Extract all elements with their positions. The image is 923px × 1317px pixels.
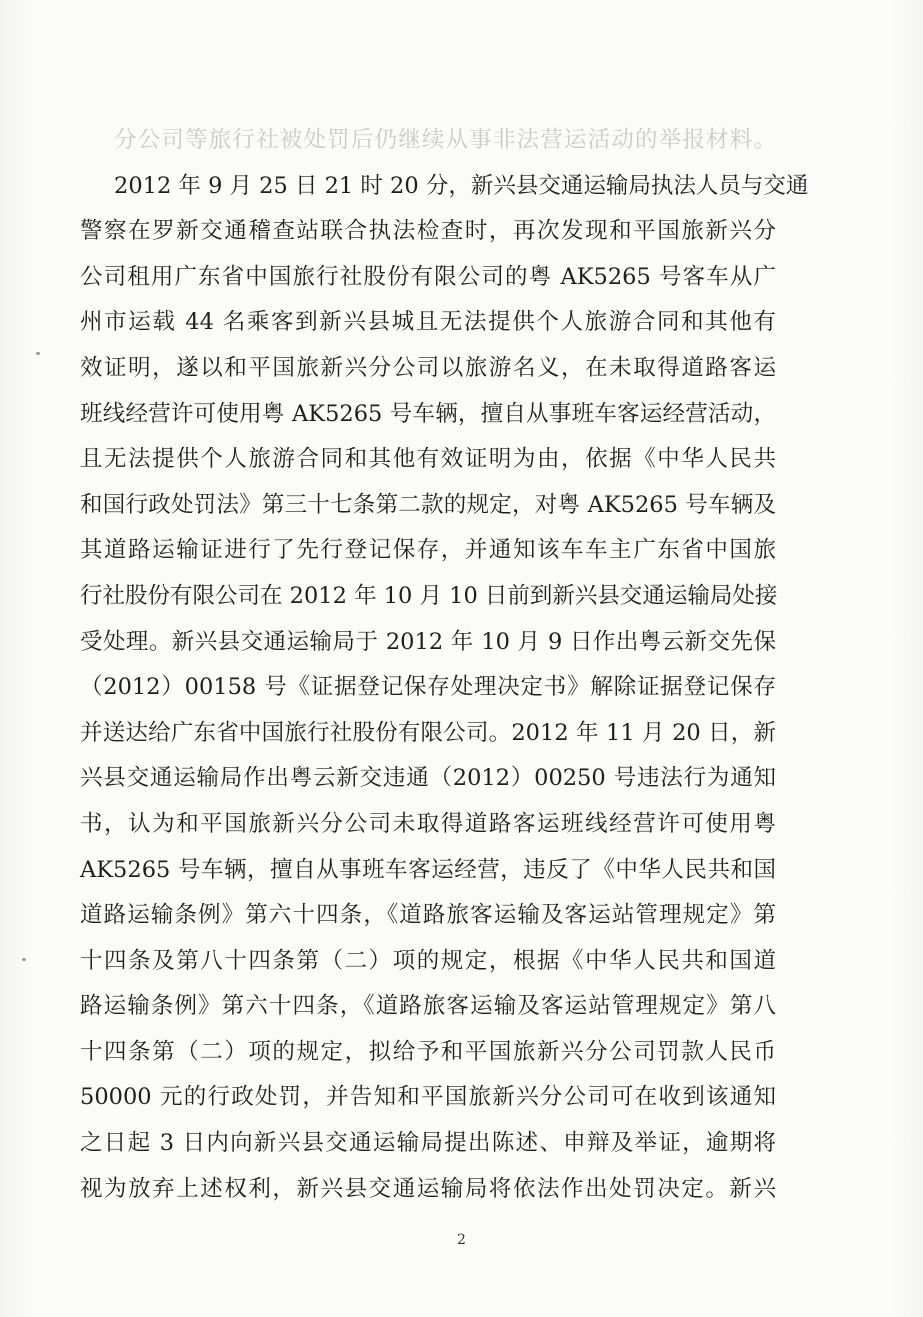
text-line-23: 之日起 3 日内向新兴县交通运输局提出陈述、申辩及举证，逾期将	[80, 1130, 776, 1157]
text-line-20: 路运输条例》第六十四条，《道路旅客运输及客运站管理规定》第八	[80, 993, 776, 1020]
text-line-17: AK5265 号车辆，擅自从事班车客运经营，违反了《中华人民共和国	[80, 856, 776, 883]
text-line-5: 州市运载 44 名乘客到新兴县城且无法提供个人旅游合同和其他有	[80, 309, 776, 336]
text-line-19: 十四条及第八十四条第（二）项的规定，根据《中华人民共和国道	[80, 947, 776, 974]
text-line-11: 行社股份有限公司在 2012 年 10 月 10 日前到新兴县交通运输局处接	[80, 582, 778, 609]
scan-speck	[36, 352, 40, 355]
text-line-2: 2012 年 9 月 25 日 21 时 20 分，新兴县交通运输局执法人员与交通	[114, 172, 809, 199]
text-line-22: 50000 元的行政处罚，并告知和平国旅新兴分公司可在收到该通知	[80, 1084, 776, 1111]
text-line-7: 班线经营许可使用粤 AK5265 号车辆，擅自从事班车客运经营活动，	[80, 400, 776, 427]
text-line-8: 且无法提供个人旅游合同和其他有效证明为由，依据《中华人民共	[80, 446, 776, 473]
text-line-24: 视为放弃上述权利，新兴县交通运输局将依法作出处罚决定。新兴	[80, 1175, 776, 1202]
text-line-21: 十四条第（二）项的规定，拟给予和平国旅新兴分公司罚款人民币	[80, 1038, 776, 1065]
text-line-12: 受处理。新兴县交通运输局于 2012 年 10 月 9 日作出粤云新交先保	[80, 628, 776, 655]
text-line-16: 书，认为和平国旅新兴分公司未取得道路客运班线经营许可使用粤	[80, 810, 776, 837]
text-line-10: 其道路运输证进行了先行登记保存，并通知该车车主广东省中国旅	[80, 537, 776, 564]
text-line-14: 并送达给广东省中国旅行社股份有限公司。2012 年 11 月 20 日，新	[80, 719, 776, 746]
text-line-15: 兴县交通运输局作出粤云新交违通（2012）00250 号违法行为通知	[80, 765, 776, 792]
page-number: 2	[457, 1232, 466, 1248]
body-text	[80, 118, 809, 1212]
text-line-6: 效证明，遂以和平国旅新兴分公司以旅游名义，在未取得道路客运	[80, 354, 776, 381]
text-line-4: 公司租用广东省中国旅行社股份有限公司的粤 AK5265 号客车从广	[80, 263, 776, 290]
text-line-18: 道路运输条例》第六十四条，《道路旅客运输及客运站管理规定》第	[80, 902, 776, 929]
scan-speck	[22, 958, 26, 961]
text-line-13: （2012）00158 号《证据登记保存处理决定书》解除证据登记保存	[80, 674, 776, 701]
text-line-9: 和国行政处罚法》第三十七条第二款的规定，对粤 AK5265 号车辆及	[80, 491, 776, 518]
text-line-1: 分公司等旅行社被处罚后仍继续从事非法营运活动的举报材料。	[114, 127, 776, 153]
text-line-3: 警察在罗新交通稽查站联合执法检查时，再次发现和平国旅新兴分	[80, 218, 776, 245]
